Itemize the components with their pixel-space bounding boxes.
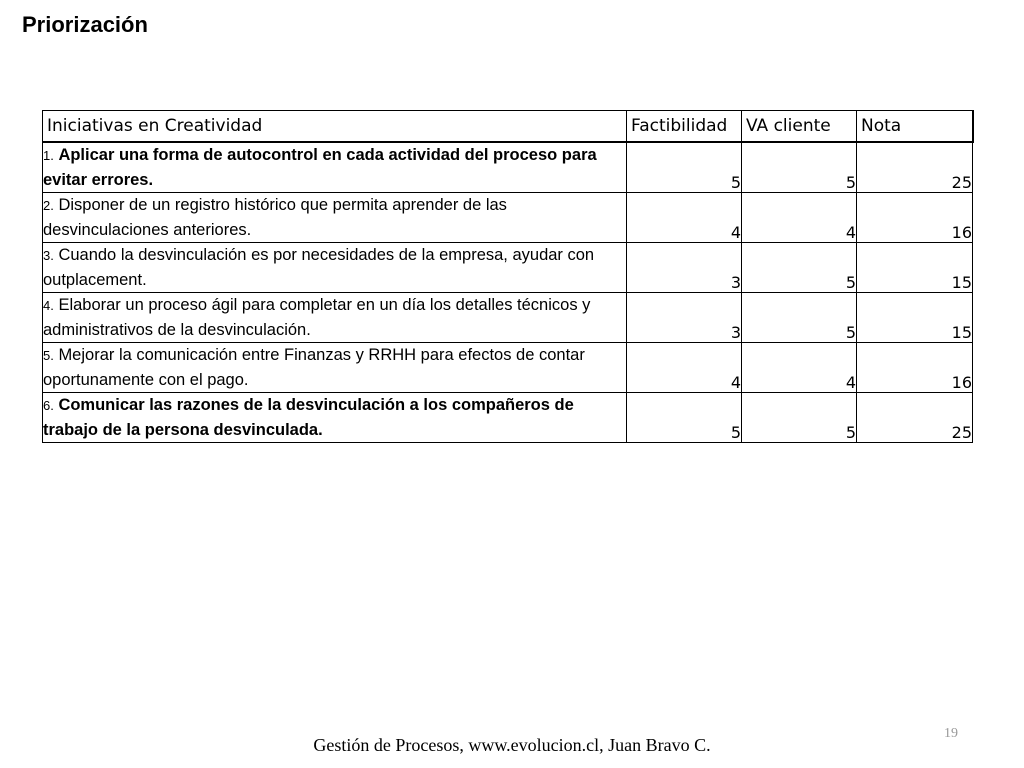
initiative-number: 2.: [43, 198, 54, 213]
initiative-text: Aplicar una forma de autocontrol en cada actividad del proceso para evitar errores.: [43, 146, 597, 189]
initiative-number: 3.: [43, 248, 54, 263]
table-row: [43, 193, 973, 243]
page-number: 19: [944, 726, 958, 741]
initiative-cell: [43, 193, 627, 243]
initiative-number: 6.: [43, 398, 54, 413]
table-header-row: [43, 111, 973, 143]
va-cliente-cell: 5: [742, 293, 857, 343]
va-cliente-cell: 5: [742, 142, 857, 193]
initiative-number: 5.: [43, 348, 54, 363]
table-row: [43, 142, 973, 193]
initiative-number: 4.: [43, 298, 54, 313]
header-factibilidad: Factibilidad: [627, 111, 742, 143]
factibilidad-cell: 5: [627, 393, 742, 443]
page-title: Priorización: [22, 12, 148, 37]
initiative-text: Comunicar las razones de la desvinculación a los compañeros de trabajo de la persona desvinculada.: [43, 396, 574, 439]
initiative-text: Elaborar un proceso ágil para completar en un día los detalles técnicos y administrativos de la desvinculación.: [43, 296, 591, 339]
va-cliente-cell: 4: [742, 193, 857, 243]
table-row: [43, 393, 973, 443]
factibilidad-cell: 3: [627, 293, 742, 343]
va-cliente-cell: 4: [742, 343, 857, 393]
initiative-text: Cuando la desvinculación es por necesidades de la empresa, ayudar con outplacement.: [43, 246, 595, 289]
va-cliente-cell: 5: [742, 393, 857, 443]
initiative-text: Disponer de un registro histórico que permita aprender de las desvinculaciones anteriores.: [43, 196, 507, 239]
priorization-table: [42, 110, 974, 443]
factibilidad-cell: 4: [627, 193, 742, 243]
va-cliente-cell: 5: [742, 243, 857, 293]
initiative-number: 1.: [43, 148, 54, 163]
initiative-cell: [43, 393, 627, 443]
header-iniciativas: Iniciativas en Creatividad: [43, 111, 627, 143]
factibilidad-cell: 5: [627, 142, 742, 193]
initiative-cell: [43, 293, 627, 343]
nota-cell: 16: [857, 193, 973, 243]
table-row: [43, 243, 973, 293]
nota-cell: 16: [857, 343, 973, 393]
nota-cell: 25: [857, 393, 973, 443]
nota-cell: 15: [857, 243, 973, 293]
header-va-cliente: VA cliente: [742, 111, 857, 143]
initiative-cell: [43, 243, 627, 293]
initiative-cell: [43, 343, 627, 393]
factibilidad-cell: 3: [627, 243, 742, 293]
footer-text: Gestión de Procesos, www.evolucion.cl, Juan Bravo C.: [313, 735, 711, 755]
header-nota: Nota: [857, 111, 973, 143]
nota-cell: 15: [857, 293, 973, 343]
nota-cell: 25: [857, 142, 973, 193]
initiative-cell: [43, 142, 627, 193]
initiative-text: Mejorar la comunicación entre Finanzas y RRHH para efectos de contar oportunamente con el pago.: [43, 346, 585, 389]
factibilidad-cell: 4: [627, 343, 742, 393]
table-row: [43, 343, 973, 393]
table-row: [43, 293, 973, 343]
